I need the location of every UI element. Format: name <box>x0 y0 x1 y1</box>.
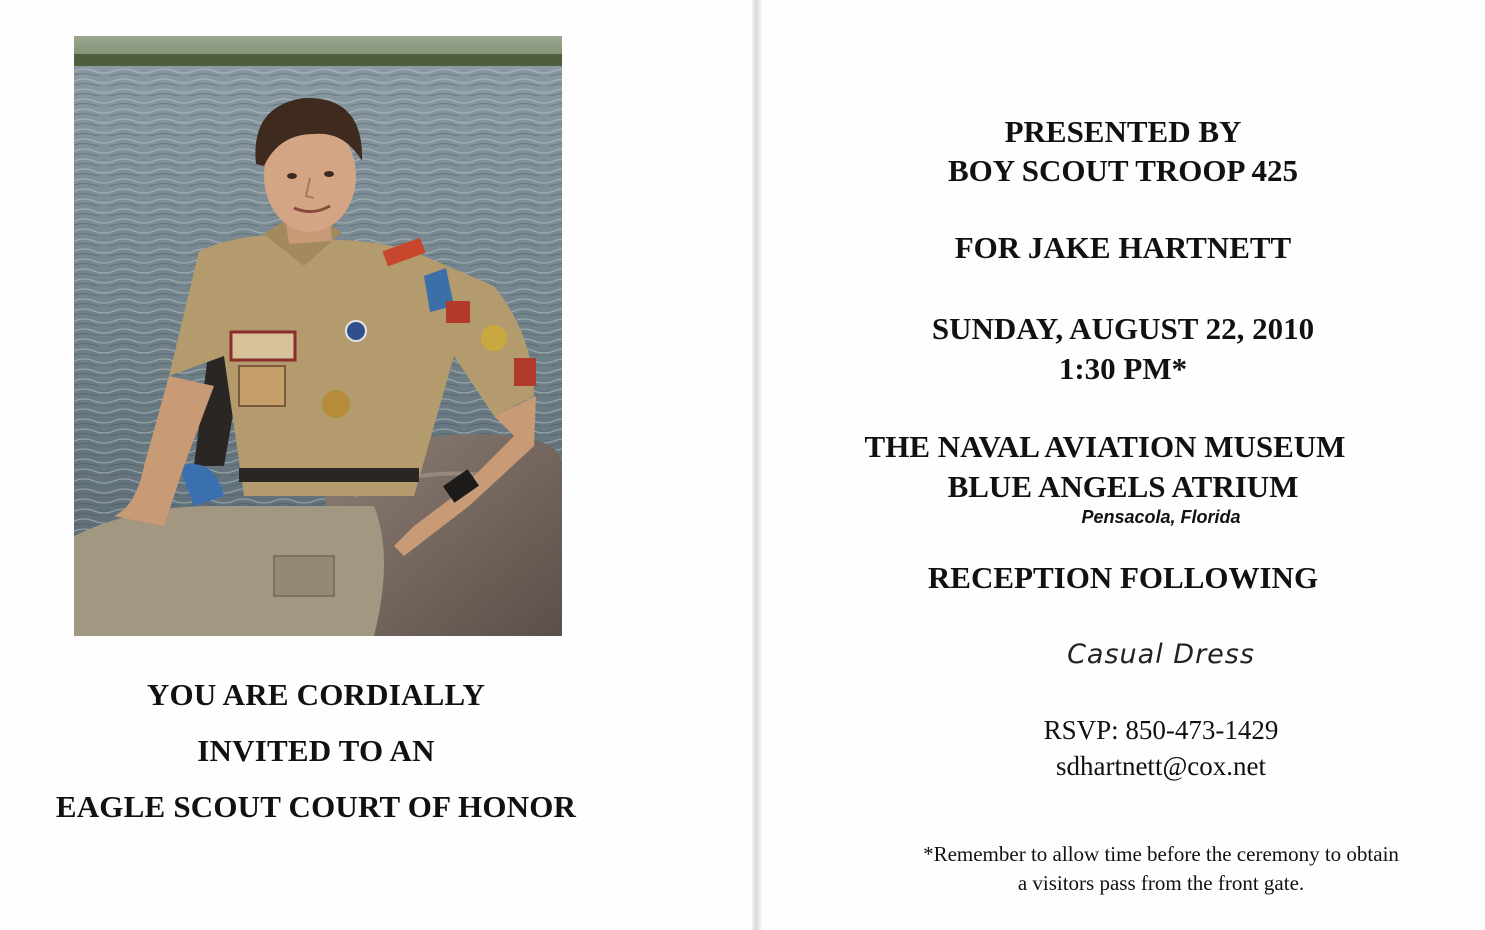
presented-by-heading: PRESENTED BY <box>1004 114 1242 149</box>
rsvp-email: sdhartnett@cox.net <box>1055 751 1267 781</box>
rsvp-phone: RSVP: 850-473-1429 <box>1043 715 1279 745</box>
reception-notice: RECEPTION FOLLOWING <box>927 560 1319 595</box>
venue-name: THE NAVAL AVIATION MUSEUM <box>864 429 1346 464</box>
scout-photo <box>74 36 562 636</box>
footnote-line-1: *Remember to allow time before the ceremony to obtain <box>923 842 1399 866</box>
venue-room: BLUE ANGELS ATRIUM <box>947 469 1299 504</box>
invitation-line-2: INVITED TO AN <box>197 733 435 768</box>
card-details-panel <box>762 0 1485 930</box>
event-time: 1:30 PM* <box>1058 351 1188 386</box>
honoree-name: FOR JAKE HARTNETT <box>954 230 1292 265</box>
scout-photo-illustration <box>74 36 562 636</box>
troop-name: BOY SCOUT TROOP 425 <box>948 153 1298 188</box>
invitation-line-1: YOU ARE CORDIALLY <box>146 677 486 712</box>
footnote-line-2: a visitors pass from the front gate. <box>1017 871 1305 895</box>
venue-city: Pensacola, Florida <box>1081 507 1241 527</box>
invitation-line-3: EAGLE SCOUT COURT OF HONOR <box>55 789 577 824</box>
event-date: SUNDAY, AUGUST 22, 2010 <box>931 311 1315 346</box>
dress-code: Casual Dress <box>1067 639 1255 670</box>
